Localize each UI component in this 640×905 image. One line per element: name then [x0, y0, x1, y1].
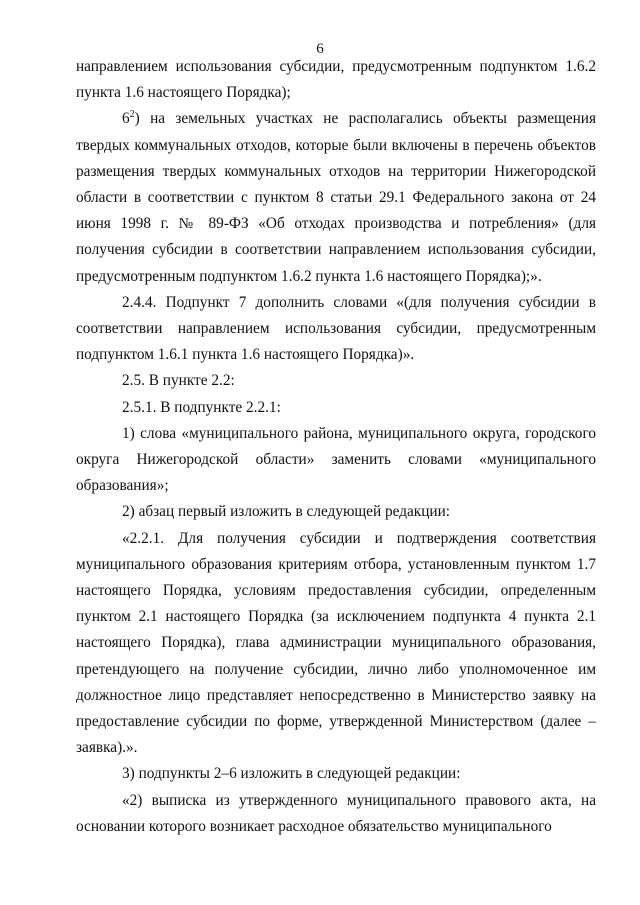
item-number: 6 — [122, 110, 130, 128]
paragraph-item-1: 1) слова «муниципального района, муниципального округа, городского округа Нижегородской области» заменить словами «муниципального образования»; — [76, 424, 596, 495]
document-body — [76, 54, 596, 840]
paragraph-item-3: 3) подпункты 2–6 изложить в следующей редакции: — [122, 765, 461, 783]
paragraph-continuation: направлением использования субсидии, предусмотренным подпунктом 1.6.2 пункта 1.6 настоящего Порядка); — [76, 58, 596, 102]
item-text: ) на земельных участках не располагались объекты размещения твердых коммунальных отходов, которые были включены в перечень объектов размещения твердых коммунальных отходов на территории Нижегородской области в соответствии с пунктом 8 статьи 29.1 Федерального закона от 24 июня 1998 г. № 89-ФЗ «Об отходах производства и потребления» (для получения субсидии в соответствии направлением использования субсидии, предусмотренным подпунктом 1.6.2 пункта 1.6 настоящего Порядка);». — [76, 110, 596, 285]
paragraph-2-5-1: 2.5.1. В подпункте 2.2.1: — [122, 398, 281, 416]
paragraph-item-6-2 — [76, 106, 596, 289]
paragraph-item-2: 2) абзац первый изложить в следующей редакции: — [122, 503, 451, 521]
page-number: 6 — [316, 41, 324, 57]
item-superscript: 2 — [129, 109, 135, 121]
paragraph-2-4-4: 2.4.4. Подпункт 7 дополнить словами «(для получения субсидии в соответствии направлением использования субсидии, предусмотренным подпунктом 1.6.1 пункта 1.6 настоящего Порядка)». — [76, 293, 596, 364]
paragraph-2-5: 2.5. В пункте 2.2: — [122, 372, 235, 390]
paragraph-quote-item-2: «2) выписка из утвержденного муниципального правового акта, на основании которого возникает расходное обязательство муниципального — [76, 791, 596, 835]
paragraph-2-2-1-quote: «2.2.1. Для получения субсидии и подтверждения соответствия муниципального образования критериям отбора, установленным пунктом 1.7 настоящего Порядка, условиям предоставления субсидии, определенным пунктом 2.1 настоящего Порядка (за исключением подпункта 4 пункта 2.1 настоящего Порядка), глава администрации муниципального образования, претендующего на получение субсидии, лично либо уполномоченное им должностное лицо представляет непосредственно в Министерство заявку на предоставление субсидии по форме, утвержденной Министерством (далее – заявка).». — [76, 529, 596, 757]
